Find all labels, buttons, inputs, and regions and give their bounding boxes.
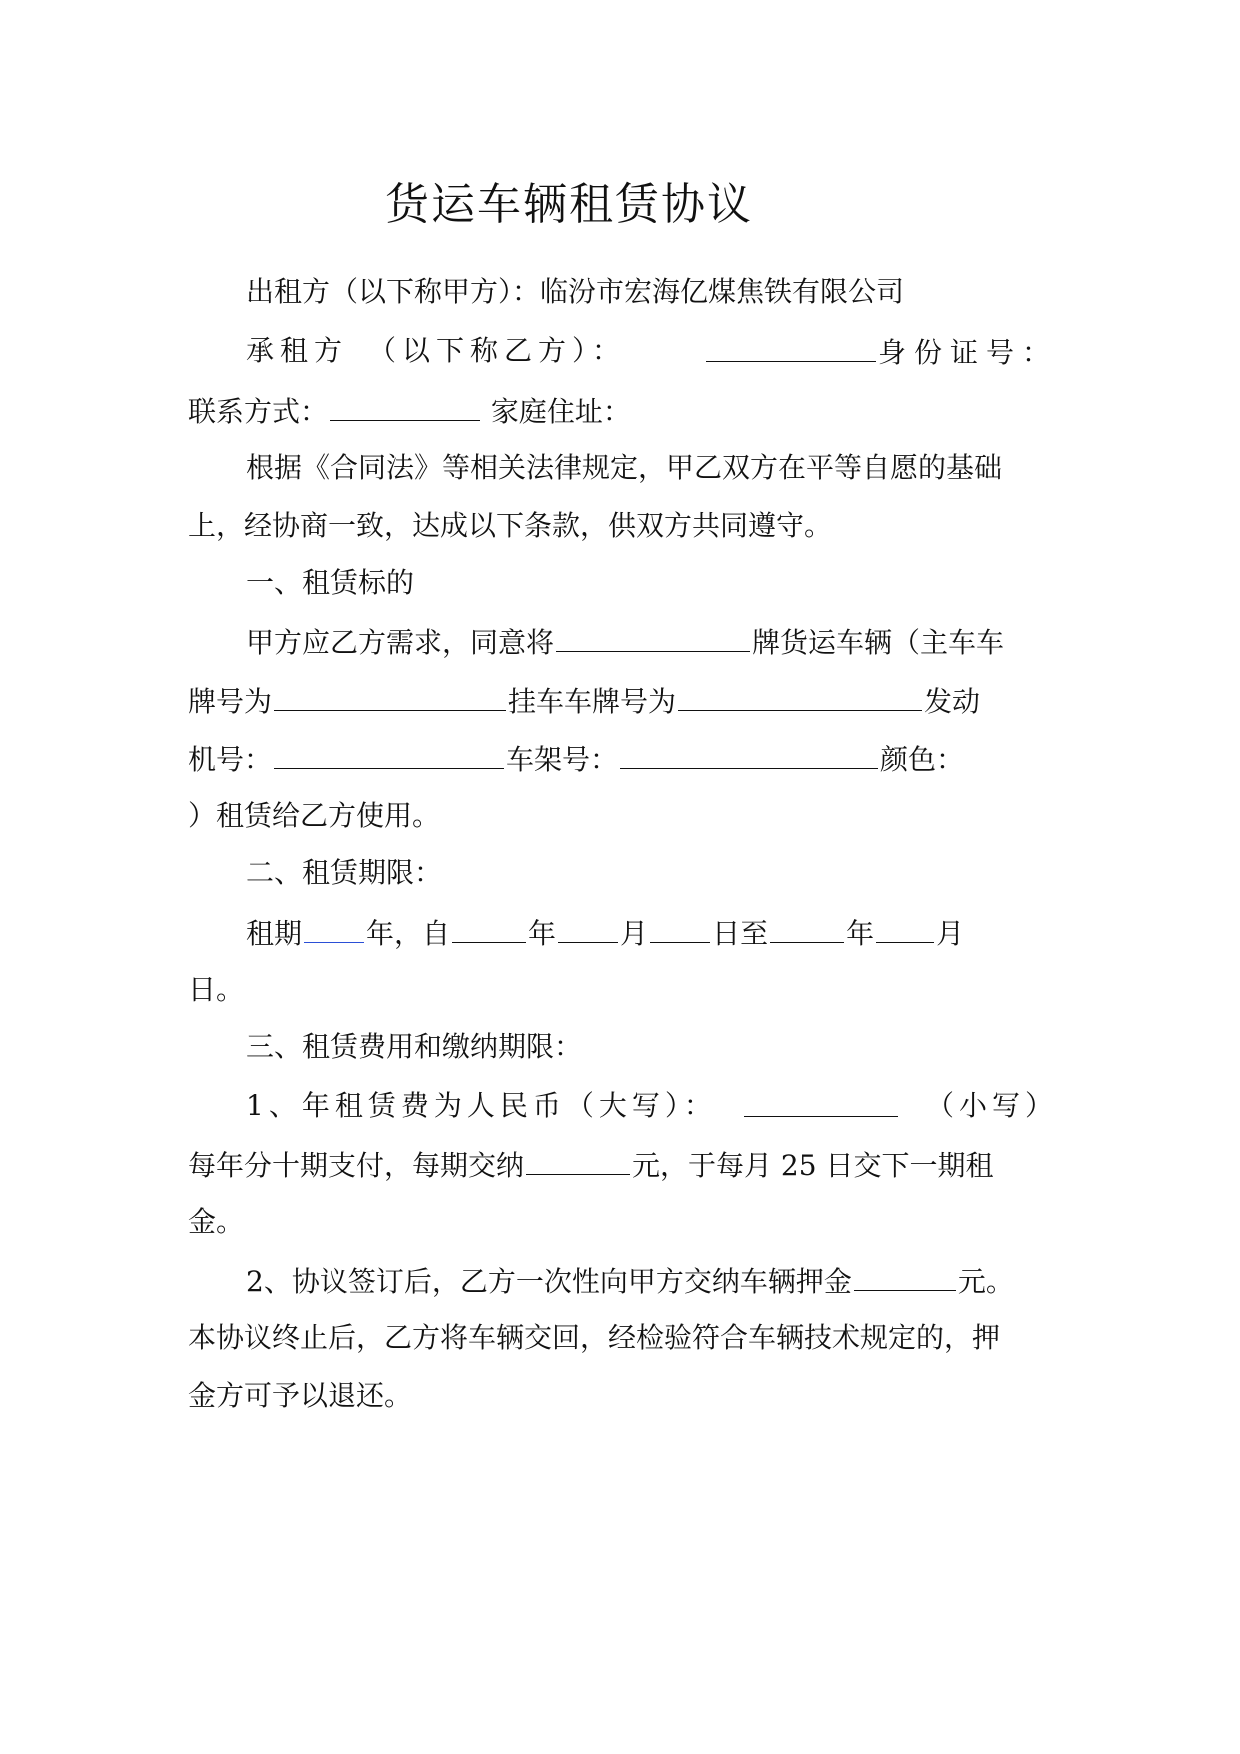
start-day-blank[interactable] bbox=[650, 912, 710, 943]
section-3-item-1-line-2 bbox=[188, 1144, 1058, 1186]
s3-1-text-d: 元，于每月 25 日交下一期租 bbox=[632, 1149, 994, 1182]
s2-text-g: 月 bbox=[936, 917, 965, 950]
document-title: 货运车辆租赁协议 bbox=[385, 179, 753, 230]
s2-text-b: 年，自 bbox=[366, 917, 451, 950]
annual-rent-capital-blank[interactable] bbox=[744, 1086, 898, 1117]
section-2-heading: 二、租赁期限： bbox=[246, 856, 443, 889]
main-plate-blank[interactable] bbox=[274, 680, 506, 711]
s1-text-e: 发动 bbox=[924, 685, 981, 718]
section-1-line-1 bbox=[246, 621, 1116, 663]
preamble-line-2: 上，经协商一致，达成以下条款，供双方共同遵守。 bbox=[188, 509, 833, 542]
end-month-blank[interactable] bbox=[876, 912, 934, 943]
s1-text-g: 车架号： bbox=[506, 743, 619, 776]
engine-no-blank[interactable] bbox=[274, 738, 504, 769]
lessor-line bbox=[246, 272, 1116, 312]
s1-text-c: 牌号为 bbox=[188, 685, 273, 718]
section-3-item-2-line-3: 金方可予以退还。 bbox=[188, 1379, 413, 1412]
s3-2-text-b: 元。 bbox=[957, 1265, 1014, 1298]
section-3-item-2-line-2: 本协议终止后，乙方将车辆交回，经检验符合车辆技术规定的，押 bbox=[188, 1321, 1001, 1354]
section-3-heading: 三、租赁费用和缴纳期限： bbox=[246, 1030, 583, 1063]
s2-text-f: 年 bbox=[846, 917, 875, 950]
s1-text-a: 甲方应乙方需求，同意将 bbox=[246, 626, 555, 659]
contact-label: 联系方式： bbox=[188, 395, 329, 428]
lessor-name: 临汾市宏海亿煤焦铁有限公司 bbox=[540, 275, 905, 308]
frame-no-blank[interactable] bbox=[620, 738, 878, 769]
section-3-item-1-line-1 bbox=[246, 1086, 1058, 1126]
s3-2-text-a: 2、协议签订后，乙方一次性向甲方交纳车辆押金 bbox=[246, 1265, 852, 1298]
section-2-line-1 bbox=[246, 912, 1116, 954]
preamble-line-1: 根据《合同法》等相关法律规定，甲乙双方在平等自愿的基础 bbox=[246, 451, 1003, 484]
plate-blank[interactable] bbox=[556, 621, 750, 652]
trailer-plate-blank[interactable] bbox=[678, 680, 922, 711]
contact-line bbox=[188, 390, 1058, 432]
installment-blank[interactable] bbox=[526, 1144, 630, 1175]
address-label: 家庭住址： bbox=[490, 395, 631, 428]
start-month-blank[interactable] bbox=[558, 912, 618, 943]
contact-blank[interactable] bbox=[330, 390, 480, 421]
term-years-blank[interactable] bbox=[304, 912, 364, 943]
start-year-blank[interactable] bbox=[452, 912, 526, 943]
s3-1-text-a: 1、年租赁费为人民币（大写）： bbox=[246, 1089, 717, 1122]
s2-text-e: 日至 bbox=[712, 917, 769, 950]
section-2-line-2: 日。 bbox=[188, 973, 245, 1006]
s3-1-text-c: 每年分十期支付，每期交纳 bbox=[188, 1149, 525, 1182]
lessee-blank[interactable] bbox=[706, 331, 876, 362]
s1-text-f: 机号： bbox=[188, 743, 273, 776]
section-3-item-2-line-1 bbox=[246, 1260, 1116, 1302]
lessee-label: 承租方 （以下称乙方）： bbox=[246, 334, 627, 367]
id-label: 身份证号： bbox=[877, 336, 1058, 369]
section-1-line-2 bbox=[188, 680, 1058, 722]
s2-text-a: 租期 bbox=[246, 917, 303, 950]
s1-text-d: 挂车车牌号为 bbox=[508, 685, 677, 718]
lessor-label: 出租方（以下称甲方）： bbox=[246, 275, 541, 308]
end-year-blank[interactable] bbox=[770, 912, 844, 943]
section-1-heading: 一、租赁标的 bbox=[246, 566, 415, 599]
section-1-line-3 bbox=[188, 738, 1058, 780]
lessee-line bbox=[246, 331, 1058, 373]
s3-1-text-b: （小写） bbox=[925, 1089, 1058, 1122]
deposit-blank[interactable] bbox=[854, 1260, 956, 1291]
section-1-line-4: ）租赁给乙方使用。 bbox=[188, 799, 441, 832]
s1-text-b: 牌货运车辆（主车车 bbox=[752, 626, 1005, 659]
s1-text-h: 颜色： bbox=[880, 743, 965, 776]
section-3-item-1-line-3: 金。 bbox=[188, 1205, 245, 1238]
s2-text-c: 年 bbox=[528, 917, 557, 950]
s2-text-d: 月 bbox=[620, 917, 649, 950]
